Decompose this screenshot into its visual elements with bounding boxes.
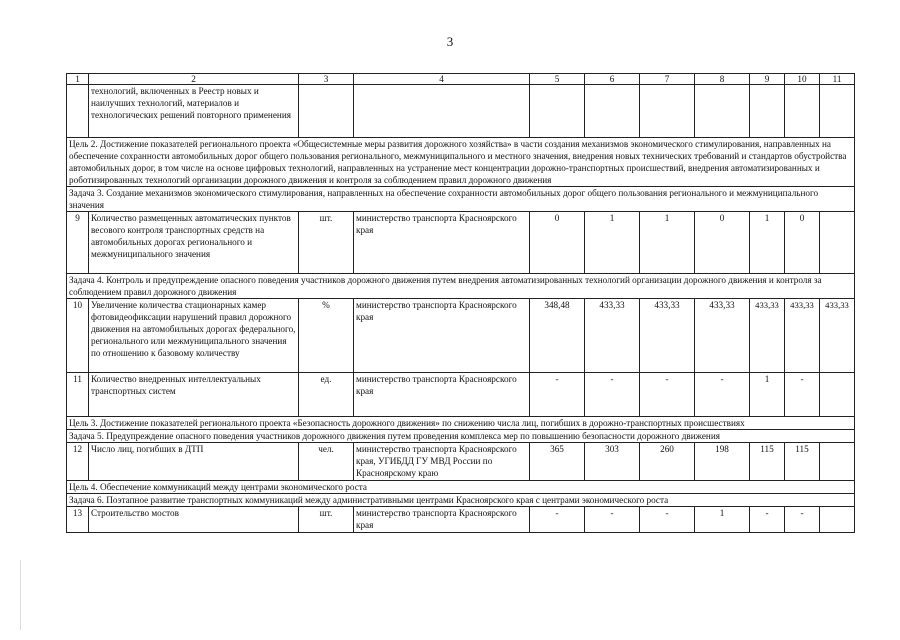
page-number: 3	[446, 34, 454, 49]
value-cell: 365	[530, 443, 585, 481]
header-cell: 2	[89, 74, 299, 85]
indicator-name: Число лиц, погибших в ДТП	[89, 443, 299, 481]
unit: ед.	[299, 373, 354, 417]
unit: %	[299, 299, 354, 373]
table-row	[67, 507, 855, 533]
value-cell: 0	[785, 212, 820, 274]
value-cell: 260	[640, 443, 695, 481]
row-number: 12	[67, 443, 89, 481]
value-cell: 198	[695, 443, 750, 481]
value-cell: 433,33	[585, 299, 640, 373]
value-cell: -	[785, 507, 820, 533]
value-cell: -	[585, 373, 640, 417]
value-cell: 433,33	[750, 299, 785, 373]
task-text: Задача 5. Предупреждение опасного поведения участников дорожного движения путем проведения комплекса мер по повышению безопасности дорожного движения	[67, 430, 855, 443]
unit: чел.	[299, 443, 354, 481]
goal-text: Цель 4. Обеспечение коммуникаций между центрами экономического роста	[67, 481, 855, 494]
header-cell: 10	[785, 74, 820, 85]
value-cell	[820, 212, 855, 274]
value-cell: 433,33	[640, 299, 695, 373]
row-number: 9	[67, 212, 89, 274]
header-cell: 5	[530, 74, 585, 85]
value-cell: 115	[750, 443, 785, 481]
header-row	[67, 74, 855, 85]
value-cell	[820, 507, 855, 533]
responsible-org: министерство транспорта Красноярского края	[354, 507, 530, 533]
responsible-org: министерство транспорта Красноярского края	[354, 299, 530, 373]
responsible-org: министерство транспорта Красноярского края	[354, 212, 530, 274]
task-row	[67, 430, 855, 443]
value-cell: -	[585, 507, 640, 533]
value-cell: 1	[695, 507, 750, 533]
table-row	[67, 373, 855, 417]
goal-text: Цель 2. Достижение показателей регионального проекта «Общесистемные меры развития дорожного хозяйства» в части создания механизмов экономического стимулирования, направленных на обеспечение сохранности автомобильных дорог общего пользования регионального, межмуниципального и местного значения, внедрения новых технических требований и стандартов обустройства автомобильных дорог, в том числе на основе цифровых технологий, направленных на устранение мест концентрации дорожно-транспортных происшествий, внедрения автоматизированных и роботизированных технологий организации дорожного движения и контроля за соблюдением правил дорожного движения	[67, 138, 855, 187]
indicator-name: Количество размещенных автоматических пунктов весового контроля транспортных средств на автомобильных дорогах регионального и межмуниципального значения	[89, 212, 299, 274]
table-row	[67, 299, 855, 373]
table-row	[67, 212, 855, 274]
value-cell: -	[640, 373, 695, 417]
value-cell: 433,33	[820, 299, 855, 373]
value-cell: -	[530, 373, 585, 417]
goal-text: Цель 3. Достижение показателей регионального проекта «Безопасность дорожного движения» по снижению числа лиц, погибших в дорожно-транспортных происшествиях	[67, 417, 855, 430]
goal-row	[67, 417, 855, 430]
task-text: Задача 3. Создание механизмов экономического стимулирования, направленных на обеспечение сохранности автомобильных дорог общего пользования регионального и межмуниципального значения	[67, 187, 855, 212]
indicators-table	[66, 73, 855, 533]
unit: шт.	[299, 507, 354, 533]
task-text: Задача 4. Контроль и предупреждение опасного поведения участников дорожного движения путем внедрения автоматизированных технологий организации дорожного движения и контроля за соблюдением правил дорожного движения	[67, 274, 855, 299]
header-cell: 4	[354, 74, 530, 85]
value-cell: -	[785, 373, 820, 417]
header-cell: 9	[750, 74, 785, 85]
responsible-org: министерство транспорта Красноярского края	[354, 373, 530, 417]
goal-row	[67, 481, 855, 494]
value-cell: -	[530, 507, 585, 533]
header-cell: 3	[299, 74, 354, 85]
value-cell: 433,33	[695, 299, 750, 373]
value-cell: -	[640, 507, 695, 533]
table-row	[67, 85, 855, 138]
value-cell: -	[750, 507, 785, 533]
value-cell: 1	[750, 373, 785, 417]
indicator-name: технологий, включенных в Реестр новых и наилучших технологий, материалов и технологических решений повторного применения	[89, 85, 299, 138]
indicator-name: Увеличение количества стационарных камер фотовидеофиксации нарушений правил дорожного движения на автомобильных дорогах федерального, регионального или межмуниципального значения по отношению к базовому количеству	[89, 299, 299, 373]
margin-rule	[20, 560, 21, 630]
header-cell: 7	[640, 74, 695, 85]
value-cell: 348,48	[530, 299, 585, 373]
indicator-name: Строительство мостов	[89, 507, 299, 533]
value-cell	[820, 443, 855, 481]
header-cell: 6	[585, 74, 640, 85]
header-cell: 1	[67, 74, 89, 85]
value-cell: -	[695, 373, 750, 417]
task-text: Задача 6. Поэтапное развитие транспортных коммуникаций между административными центрами Красноярского края с центрами экономического роста	[67, 494, 855, 507]
row-number: 10	[67, 299, 89, 373]
value-cell: 0	[695, 212, 750, 274]
task-row	[67, 494, 855, 507]
header-cell: 11	[820, 74, 855, 85]
indicator-name: Количество внедренных интеллектуальных транспортных систем	[89, 373, 299, 417]
value-cell: 115	[785, 443, 820, 481]
task-row	[67, 274, 855, 299]
value-cell: 1	[640, 212, 695, 274]
task-row	[67, 187, 855, 212]
value-cell: 1	[750, 212, 785, 274]
unit: шт.	[299, 212, 354, 274]
responsible-org: министерство транспорта Красноярского края, УГИБДД ГУ МВД России по Красноярскому краю	[354, 443, 530, 481]
value-cell: 1	[585, 212, 640, 274]
row-number: 13	[67, 507, 89, 533]
header-cell: 8	[695, 74, 750, 85]
goal-row	[67, 138, 855, 187]
value-cell: 433,33	[785, 299, 820, 373]
row-number: 11	[67, 373, 89, 417]
table-row	[67, 443, 855, 481]
value-cell	[820, 373, 855, 417]
value-cell: 303	[585, 443, 640, 481]
value-cell: 0	[530, 212, 585, 274]
